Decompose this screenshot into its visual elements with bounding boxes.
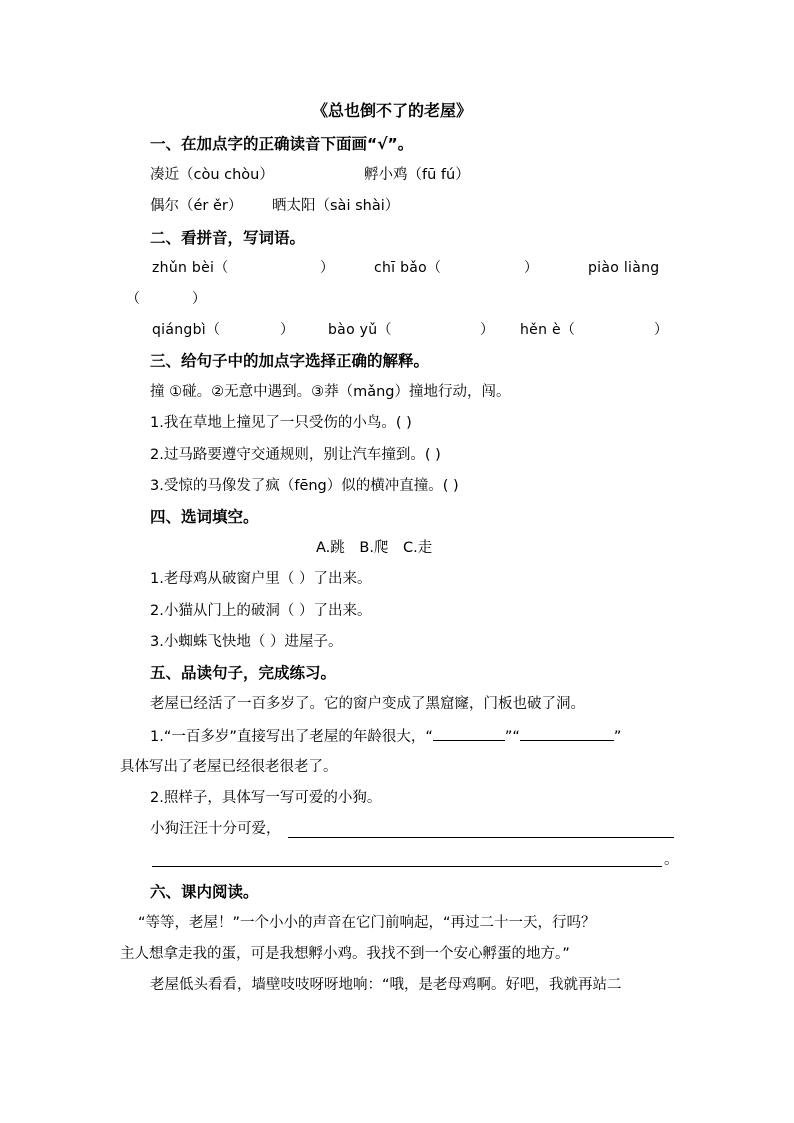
answer-line-1[interactable] [288,837,674,838]
s3-question-1: 1.我在草地上撞见了一只受伤的小鸟。( ) [150,415,412,431]
pinyin-piaoliang: piào liàng [588,260,660,276]
s5-q1-continuation: 具体写出了老屋已经很老很老了。 [120,759,338,775]
section-1-heading: 一、在加点字的正确读音下面画“√”。 [150,135,414,153]
paren-open: （ [126,291,141,307]
s5-question-1 [150,726,621,747]
section-2-heading: 二、看拼音，写词语。 [150,229,306,247]
reading-paragraph-2: 老屋低头看看，墙壁吱吱呀呀地响：“哦，是老母鸡啊。好吧，我就再站二 [150,977,622,993]
pinyin-hene: hěn è（ [520,322,576,338]
reading-paragraph-1a: “等等，老屋！”一个小小的声音在它门前响起，“再过二十一天，行吗？ [138,915,596,931]
section-4-heading: 四、选词填空。 [150,508,259,526]
s1-item-shaitaiyang: 晒太阳（sài shài） [272,198,400,214]
s5-question-2: 2.照样子，具体写一写可爱的小狗。 [150,790,382,806]
pinyin-chibao: chī bǎo（ [374,260,442,276]
s5-q2-sentence-start: 小狗汪汪十分可爱， [150,821,281,837]
s3-question-2: 2.过马路要遵守交通规则，别让汽车撞到。( ) [150,447,441,463]
s4-question-1: 1.老母鸡从破窗户里（ ）了出来。 [150,571,372,587]
paren-close: ） [654,322,669,338]
section-6-heading: 六、课内阅读。 [150,883,259,901]
s5-q1-mid: ”“ [504,729,520,745]
answer-line-2[interactable] [152,866,662,867]
paren-close: ） [480,322,495,338]
section-5-heading: 五、品读句子，完成练习。 [150,664,337,682]
s3-question-3: 3.受惊的马像发了疯（fēng）似的横冲直撞。( ) [150,478,459,494]
s5-q1-text: 1.“一百多岁”直接写出了老屋的年龄很大，“ [150,729,433,745]
definition-zhuang: 撞 ①碰。②无意中遇到。③莽（mǎng）撞地行动，闯。 [150,384,511,400]
paren-close: ） [320,260,335,276]
pinyin-baoyu: bào yǔ（ [328,322,392,338]
s4-question-2: 2.小猫从门上的破洞（ ）了出来。 [150,603,372,619]
s1-item-fuxiaoji: 孵小鸡（fū fú） [364,167,470,183]
answer-line-period: 。 [664,852,679,868]
page-title: 《总也倒不了的老屋》 [312,101,473,120]
answer-blank-1[interactable] [433,726,505,741]
section-3-heading: 三、给句子中的加点字选择正确的解释。 [150,352,430,370]
paren-close: ） [524,260,539,276]
answer-blank-2[interactable] [520,726,614,741]
paren-close: ） [280,322,295,338]
s4-question-3: 3.小蜘蛛飞快地（ ）进屋子。 [150,634,343,650]
pinyin-zhunbei: zhǔn bèi（ [152,260,229,276]
reading-paragraph-1b: 主人想拿走我的蛋，可是我想孵小鸡。我找不到一个安心孵蛋的地方。” [120,946,570,962]
s1-item-coujin: 凑近（còu chòu） [150,167,274,183]
s5-q1-end: ” [613,729,622,745]
paren-close: ） [192,291,207,307]
s1-item-ouer: 偶尔（ér ěr） [150,198,243,214]
s5-passage: 老屋已经活了一百多岁了。它的窗户变成了黑窟窿，门板也破了洞。 [150,696,585,712]
word-options: A.跳 B.爬 C.走 [316,540,433,556]
pinyin-qiangbi: qiángbì（ [152,322,221,338]
